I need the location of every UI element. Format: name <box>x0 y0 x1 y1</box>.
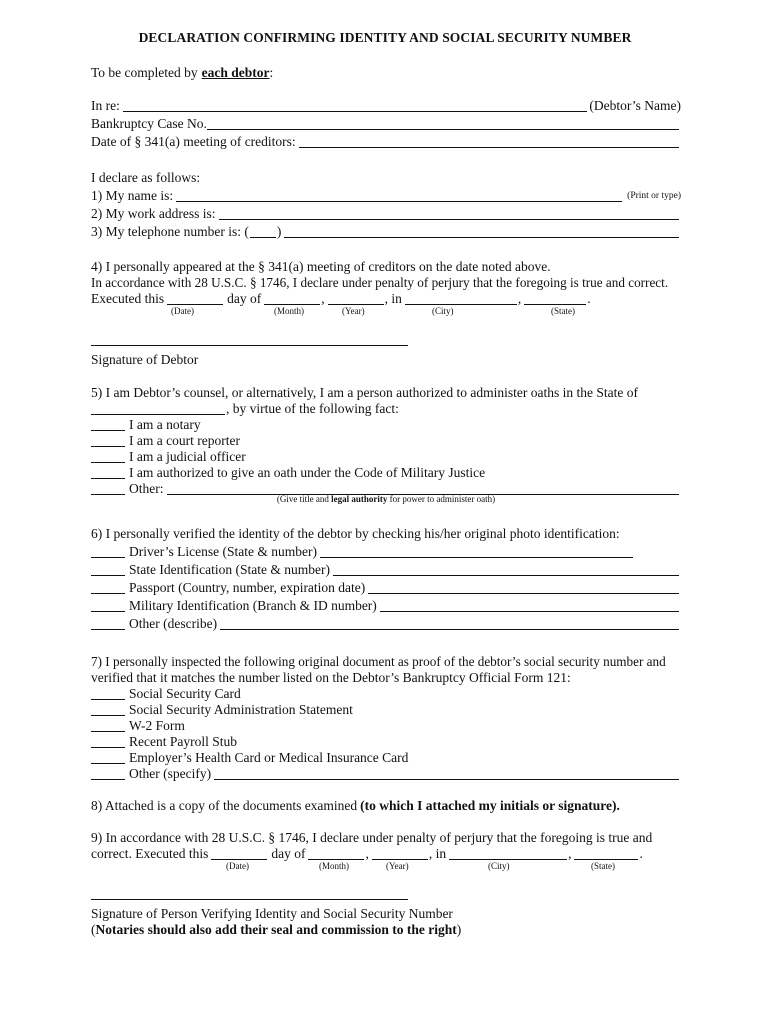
verifier-signature-label: Signature of Person Verifying Identity and Social Security Number <box>91 906 453 921</box>
name-label: 1) My name is: <box>91 188 174 203</box>
s4-line1: 4) I personally appeared at the § 341(a) meeting of creditors on the date noted above. <box>91 259 551 274</box>
s4-month-hint: (Month) <box>274 306 304 316</box>
s9-state-field[interactable] <box>574 846 638 860</box>
in-re-row <box>91 94 681 114</box>
intro-emphasis: each debtor <box>201 65 270 80</box>
s5-other-field[interactable] <box>167 481 680 495</box>
s7-other-row <box>91 762 681 782</box>
intro-suffix: : <box>269 65 274 80</box>
meeting-date-field[interactable] <box>299 134 679 148</box>
phone-row <box>91 220 681 240</box>
work-address-field[interactable] <box>219 206 680 220</box>
s4-state-field[interactable] <box>524 291 586 305</box>
s7-other-field[interactable] <box>214 766 679 780</box>
name-hint: (Print or type) <box>627 191 681 201</box>
declare-heading: I declare as follows: <box>91 170 201 185</box>
s6-option-field[interactable] <box>380 598 679 612</box>
s4-executed-row <box>91 287 681 307</box>
in-re-label: In re: <box>91 98 120 113</box>
name-field[interactable] <box>176 188 622 202</box>
form-title: DECLARATION CONFIRMING IDENTITY AND SOCIAL SECURITY NUMBER <box>138 30 632 45</box>
s6-option-field[interactable] <box>333 562 679 576</box>
s7-line1: 7) I personally inspected the following original document as proof of the debtor’s social security number and <box>91 654 666 669</box>
s8-bold: (to which I attached my initials or signature). <box>360 798 620 813</box>
s7-option-label: W-2 Form <box>129 718 185 733</box>
s4-comma: , <box>321 291 325 306</box>
s6-line1: 6) I personally verified the identity of the debtor by checking his/her original photo identification: <box>91 526 620 541</box>
s6-option-label: State Identification (State & number) <box>129 562 330 577</box>
s6-option-check[interactable] <box>91 616 125 630</box>
s9-comma-2: , <box>568 846 572 861</box>
s6-option-check[interactable] <box>91 562 125 576</box>
s9-day-of: day of <box>271 846 306 861</box>
s4-in: , in <box>384 291 402 306</box>
s5-line2: , by virtue of the following fact: <box>91 397 681 417</box>
debtor-signature-label: Signature of Debtor <box>91 352 199 367</box>
s9-line1: 9) In accordance with 28 U.S.C. § 1746, I declare under penalty of perjury that the foregoing is true and <box>91 830 653 845</box>
s4-city-hint: (City) <box>432 306 454 316</box>
notary-note: ( Notaries should also add their seal and commission to the right ) <box>91 922 462 937</box>
s8-line <box>91 794 681 814</box>
verifier-signature-field[interactable] <box>91 899 408 900</box>
s9-in: , in <box>428 846 447 861</box>
meeting-date-row <box>91 130 681 150</box>
s9-period: . <box>639 846 643 861</box>
s7-option-label: Social Security Administration Statement <box>129 702 353 717</box>
s4-line2: In accordance with 28 U.S.C. § 1746, I declare under penalty of perjury that the foregoing is true and correct. <box>91 275 669 290</box>
s9-city-field[interactable] <box>449 846 567 860</box>
s6-option-label: Military Identification (Branch & ID number) <box>129 598 377 613</box>
s4-executed-label: Executed this <box>91 291 165 306</box>
s9-year-hint: (Year) <box>386 861 409 871</box>
s6-option-label: Driver’s License (State & number) <box>129 544 317 559</box>
s7-option-label: Social Security Card <box>129 686 241 701</box>
s4-date-field[interactable] <box>167 291 223 305</box>
case-no-label: Bankruptcy Case No. <box>91 116 207 131</box>
s7-other-check[interactable] <box>91 766 125 780</box>
s9-year-field[interactable] <box>372 846 428 860</box>
work-address-label: 2) My work address is: <box>91 206 216 221</box>
s4-year-field[interactable] <box>328 291 384 305</box>
case-no-field[interactable] <box>207 116 679 130</box>
phone-field[interactable] <box>284 224 679 238</box>
s7-option-label: Recent Payroll Stub <box>129 734 237 749</box>
s6-option-field[interactable] <box>368 580 679 594</box>
work-address-row <box>91 202 681 222</box>
s6-option-field[interactable] <box>220 616 679 630</box>
s4-comma-2: , <box>517 291 522 306</box>
s9-city-hint: (City) <box>488 861 510 871</box>
meeting-date-label: Date of § 341(a) meeting of creditors: <box>91 134 296 149</box>
name-row <box>91 184 681 204</box>
s6-option-row <box>91 576 681 596</box>
s6-option-check[interactable] <box>91 544 125 558</box>
s7-line2: verified that it matches the number listed on the Debtor’s Bankruptcy Official Form 121: <box>91 670 571 685</box>
s4-period: . <box>587 291 591 306</box>
s5-option-label: I am authorized to give an oath under the Code of Military Justice <box>129 465 486 480</box>
s5-option-label: I am a court reporter <box>129 433 240 448</box>
s5-other-check[interactable] <box>91 481 125 495</box>
s6-option-label: Passport (Country, number, expiration date) <box>129 580 366 595</box>
s6-option-check[interactable] <box>91 580 125 594</box>
s9-state-hint: (State) <box>591 861 615 871</box>
debtor-name-field[interactable] <box>123 98 588 112</box>
s9-month-hint: (Month) <box>319 861 349 871</box>
s6-option-field[interactable] <box>320 544 633 558</box>
s8-text: 8) Attached is a copy of the documents examined <box>91 798 358 813</box>
intro-prefix: To be completed by <box>91 65 198 80</box>
s9-executed-label: correct. Executed this <box>91 846 209 861</box>
s6-option-row <box>91 558 681 578</box>
s4-day-of: day of <box>227 291 262 306</box>
s5-other-label: Other: <box>129 481 164 496</box>
s6-option-label: Other (describe) <box>129 616 218 631</box>
s6-option-row <box>91 540 681 560</box>
s9-date-field[interactable] <box>211 846 267 860</box>
s4-month-field[interactable] <box>264 291 320 305</box>
s9-month-field[interactable] <box>308 846 364 860</box>
s4-year-hint: (Year) <box>342 306 365 316</box>
case-no-row <box>91 112 681 132</box>
s6-option-check[interactable] <box>91 598 125 612</box>
s6-option-row <box>91 594 681 614</box>
s5-line1: 5) I am Debtor’s counsel, or alternatively, I am a person authorized to administer oaths in the State of <box>91 385 638 400</box>
s9-comma: , <box>365 846 369 861</box>
s6-option-row <box>91 612 681 632</box>
s7-option-label: Employer’s Health Card or Medical Insurance Card <box>129 750 409 765</box>
s5-other-hint: (Give title and legal authority for power to administer oath) <box>276 494 496 504</box>
s5-option-label: I am a notary <box>129 417 201 432</box>
intro-line <box>91 61 681 81</box>
s9-executed-row <box>91 842 681 862</box>
s4-state-hint: (State) <box>551 306 575 316</box>
s9-date-hint: (Date) <box>226 861 249 871</box>
debtor-name-label: (Debtor’s Name) <box>589 98 681 113</box>
s5-option-label: I am a judicial officer <box>129 449 246 464</box>
s7-other-label: Other (specify) <box>129 766 212 781</box>
phone-paren: ) <box>276 224 282 239</box>
phone-label: 3) My telephone number is: ( <box>91 224 249 239</box>
s4-date-hint: (Date) <box>171 306 194 316</box>
debtor-signature-field[interactable] <box>91 345 408 346</box>
area-code-field[interactable] <box>250 224 276 238</box>
s4-city-field[interactable] <box>405 291 517 305</box>
